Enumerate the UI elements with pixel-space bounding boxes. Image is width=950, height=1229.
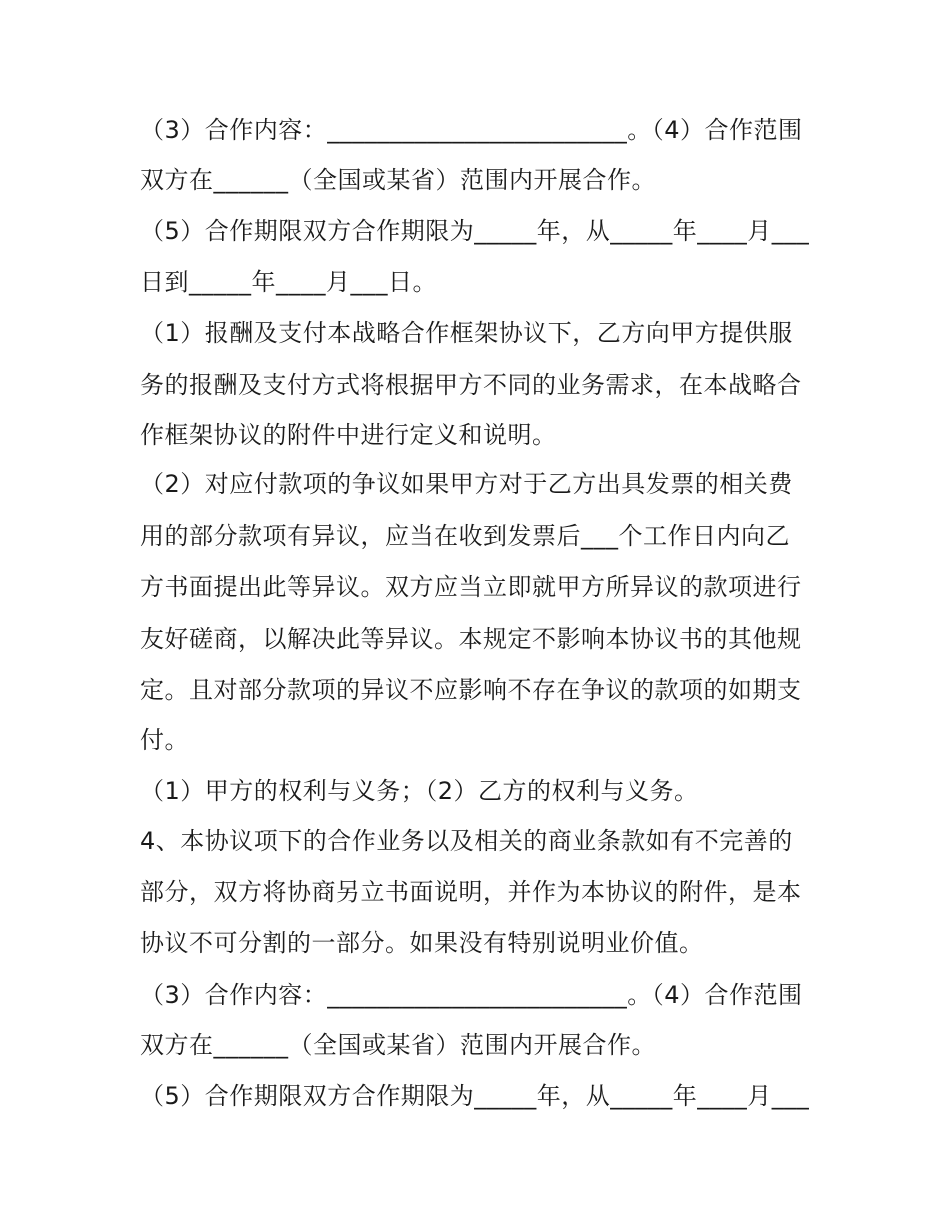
text-line: （5）合作期限双方合作期限为_____年，从_____年____月___ [140, 217, 810, 245]
text-line: 4、本协议项下的合作业务以及相关的商业条款如有不完善的 [140, 827, 793, 855]
text-line: 定。且对部分款项的异议不应影响不存在争议的款项的如期支 [140, 676, 802, 704]
text-line: 友好磋商，以解决此等异议。本规定不影响本协议书的其他规 [140, 625, 802, 653]
text-line: 务的报酬及支付方式将根据甲方不同的业务需求，在本战略合 [140, 371, 802, 399]
text-line: （3）合作内容：________________________。（4）合作范围 [140, 116, 803, 144]
text-line: 作框架协议的附件中进行定义和说明。 [140, 421, 557, 449]
text-line: （1）报酬及支付本战略合作框架协议下，乙方向甲方提供服 [140, 319, 793, 347]
text-line: 部分，双方将协商另立书面说明，并作为本协议的附件，是本 [140, 878, 802, 906]
text-line: （5）合作期限双方合作期限为_____年，从_____年____月___ [140, 1082, 810, 1110]
text-line: 付。 [140, 726, 189, 754]
text-line: 双方在______（全国或某省）范围内开展合作。 [140, 166, 656, 194]
text-line: 用的部分款项有异议，应当在收到发票后___个工作日内向乙 [140, 522, 790, 550]
text-line: 双方在______（全国或某省）范围内开展合作。 [140, 1031, 656, 1059]
text-line: （1）甲方的权利与义务；（2）乙方的权利与义务。 [140, 777, 699, 805]
text-line: 协议不可分割的一部分。如果没有特别说明业价值。 [140, 929, 704, 957]
text-line: （2）对应付款项的争议如果甲方对于乙方出具发票的相关费 [140, 470, 793, 498]
text-line: 日到_____年____月___日。 [140, 268, 437, 296]
text-line: 方书面提出此等异议。双方应当立即就甲方所异议的款项进行 [140, 573, 802, 601]
text-line: （3）合作内容：________________________。（4）合作范围 [140, 981, 803, 1009]
